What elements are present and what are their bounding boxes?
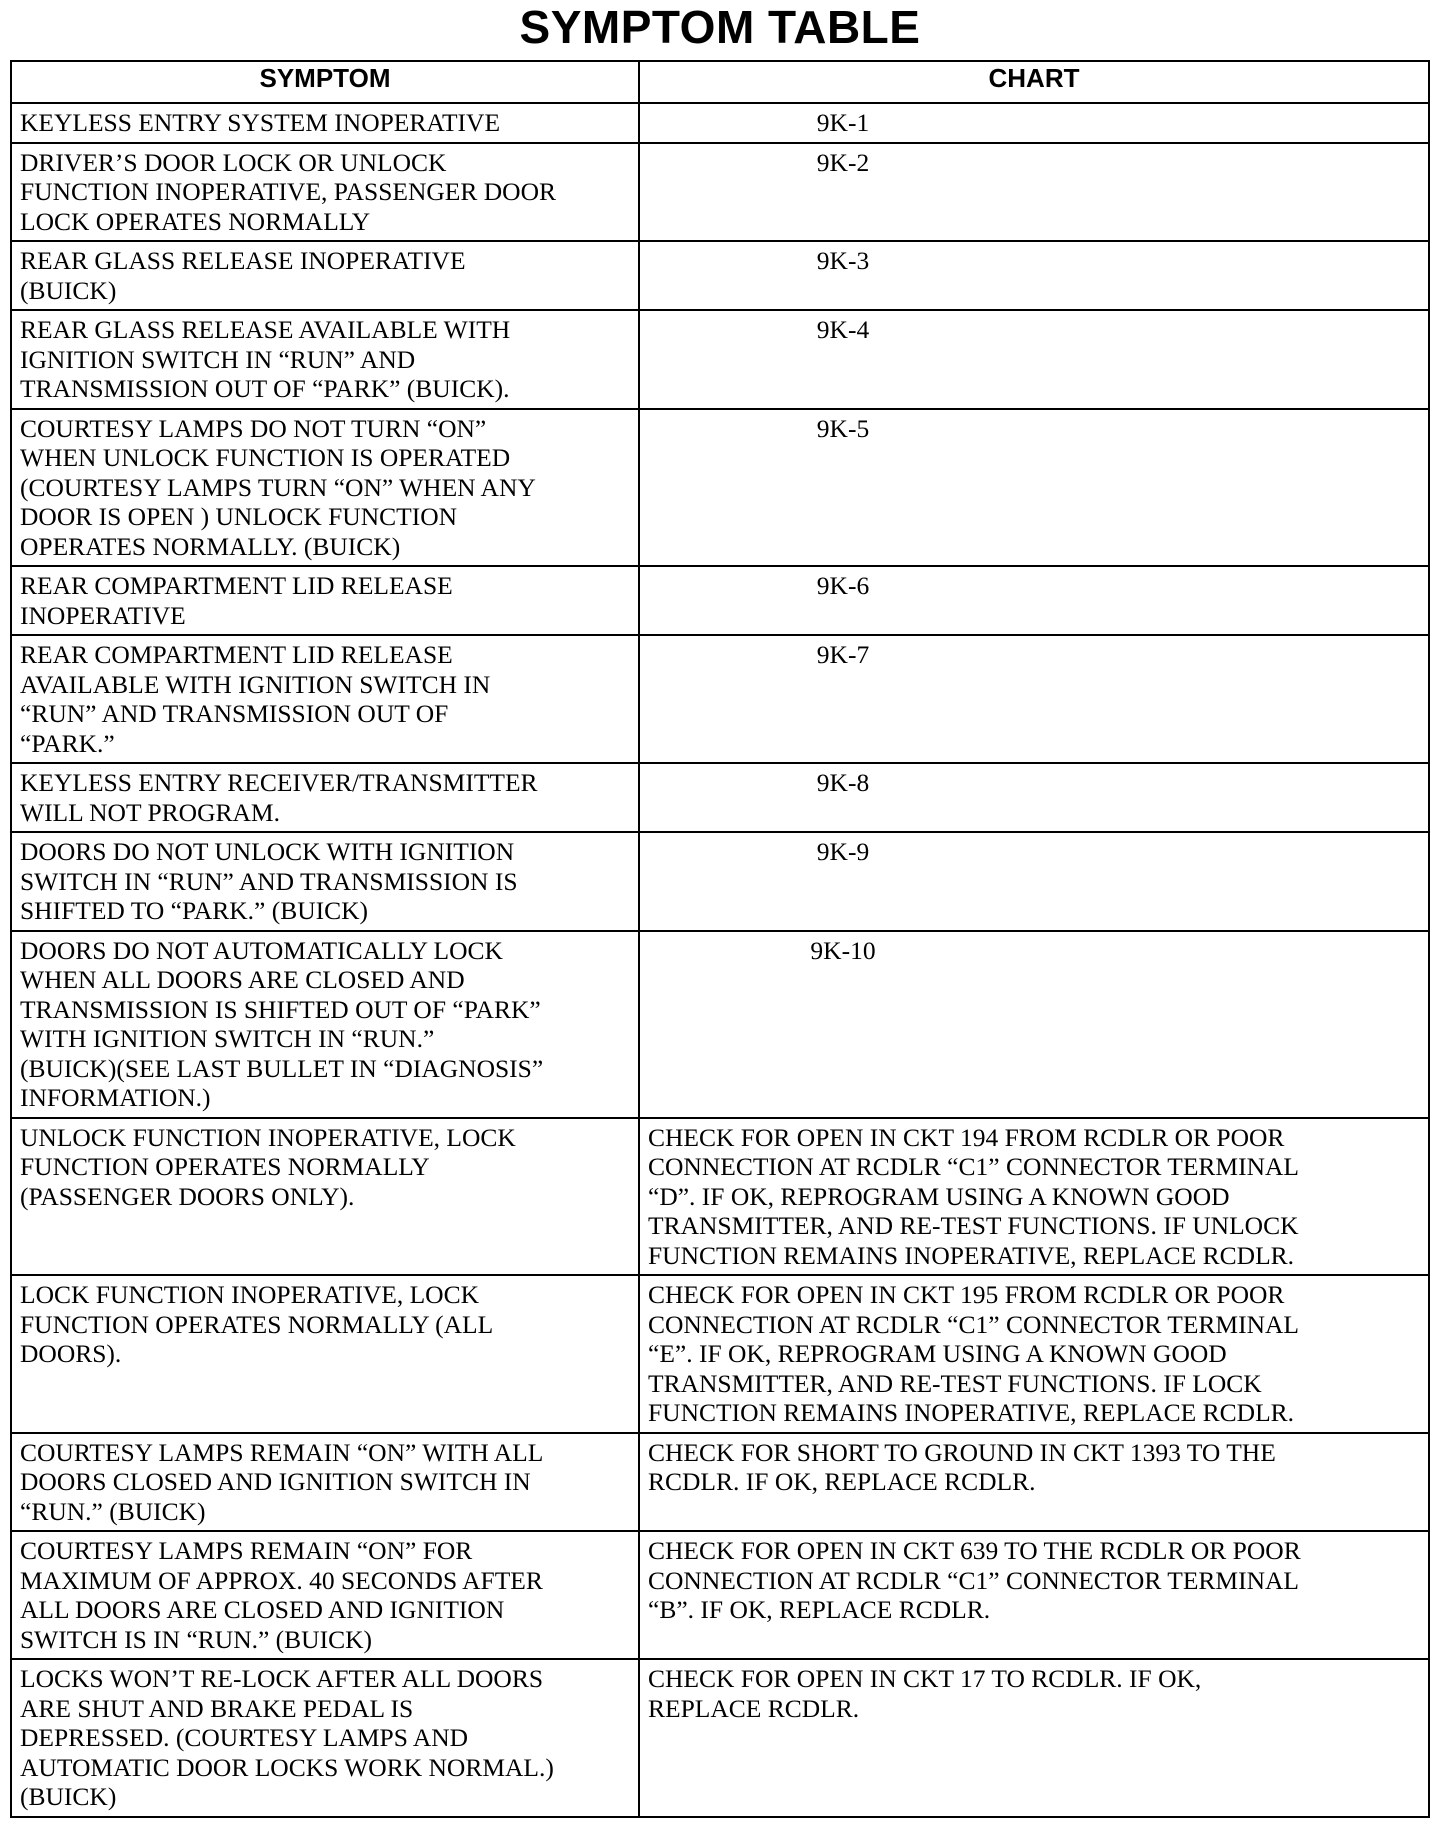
chart-ref-cell: 9K-4 bbox=[816, 315, 870, 344]
symptom-cell: UNLOCK FUNCTION INOPERATIVE, LOCK FUNCTION OPERATES NORMALLY (PASSENGER DOORS ONLY). bbox=[20, 1122, 516, 1211]
table-header-row bbox=[11, 61, 1429, 103]
action-cell: CHECK FOR OPEN IN CKT 639 TO THE RCDLR OR POOR CONNECTION AT RCDLR “C1” CONNECTOR TERMINAL “B”. IF OK, REPLACE RCDLR. bbox=[648, 1536, 1301, 1624]
symptom-cell: DOORS DO NOT AUTOMATICALLY LOCK WHEN ALL DOORS ARE CLOSED AND TRANSMISSION IS SHIFTED OUT OF “PARK” WITH IGNITION SWITCH IN “RUN.” (BUICK)(SEE LAST BULLET IN “DIAGNOSIS” INFORMATION.) bbox=[20, 935, 544, 1112]
table-row bbox=[11, 1275, 1429, 1433]
table-row bbox=[11, 143, 1429, 242]
table-row bbox=[11, 1118, 1429, 1276]
action-cell: CHECK FOR OPEN IN CKT 195 FROM RCDLR OR POOR CONNECTION AT RCDLR “C1” CONNECTOR TERMINAL “E”. IF OK, REPROGRAM USING A KNOWN GOOD TRANSMITTER, AND RE-TEST FUNCTIONS. IF LOCK FUNCTION REMAINS INOPERATIVE, REPLACE RCDLR. bbox=[648, 1280, 1299, 1427]
chart-ref-cell: 9K-8 bbox=[816, 768, 870, 797]
column-header-symptom: SYMPTOM bbox=[11, 61, 639, 103]
symptom-cell: KEYLESS ENTRY RECEIVER/TRANSMITTER WILL NOT PROGRAM. bbox=[20, 768, 538, 827]
table-row bbox=[11, 1531, 1429, 1659]
table-row bbox=[11, 103, 1429, 143]
chart-ref-cell: 9K-7 bbox=[816, 640, 870, 669]
page-title: SYMPTOM TABLE bbox=[519, 1, 921, 53]
symptom-cell: LOCK FUNCTION INOPERATIVE, LOCK FUNCTION OPERATES NORMALLY (ALL DOORS). bbox=[20, 1280, 494, 1368]
symptom-cell: REAR GLASS RELEASE AVAILABLE WITH IGNITION SWITCH IN “RUN” AND TRANSMISSION OUT OF “PARK” (BUICK). bbox=[20, 315, 511, 403]
table-row bbox=[11, 241, 1429, 310]
action-cell: CHECK FOR OPEN IN CKT 17 TO RCDLR. IF OK, REPLACE RCDLR. bbox=[648, 1664, 1202, 1723]
table-row bbox=[11, 635, 1429, 763]
chart-ref-cell: 9K-1 bbox=[816, 108, 870, 137]
column-header-chart: CHART bbox=[639, 61, 1429, 103]
symptom-cell: DOORS DO NOT UNLOCK WITH IGNITION SWITCH IN “RUN” AND TRANSMISSION IS SHIFTED TO “PARK.” (BUICK) bbox=[20, 837, 518, 925]
table-row bbox=[11, 763, 1429, 832]
symptom-cell: REAR GLASS RELEASE INOPERATIVE (BUICK) bbox=[20, 246, 466, 305]
symptom-cell: REAR COMPARTMENT LID RELEASE INOPERATIVE bbox=[20, 571, 453, 630]
symptom-cell: REAR COMPARTMENT LID RELEASE AVAILABLE WITH IGNITION SWITCH IN “RUN” AND TRANSMISSION OUT OF “PARK.” bbox=[20, 640, 491, 758]
symptom-cell: COURTESY LAMPS REMAIN “ON” FOR MAXIMUM OF APPROX. 40 SECONDS AFTER ALL DOORS ARE CLOSED AND IGNITION SWITCH IS IN “RUN.” (BUICK) bbox=[20, 1536, 543, 1654]
symptom-table bbox=[10, 60, 1430, 1818]
table-row bbox=[11, 310, 1429, 409]
table-row bbox=[11, 832, 1429, 931]
chart-ref-cell: 9K-3 bbox=[816, 246, 870, 275]
symptom-cell: COURTESY LAMPS REMAIN “ON” WITH ALL DOORS CLOSED AND IGNITION SWITCH IN “RUN.” (BUICK) bbox=[20, 1437, 544, 1526]
chart-ref-cell: 9K-2 bbox=[816, 147, 870, 177]
chart-ref-cell: 9K-10 bbox=[810, 935, 876, 965]
table-row bbox=[11, 931, 1429, 1118]
symptom-cell: DRIVER’S DOOR LOCK OR UNLOCK FUNCTION INOPERATIVE, PASSENGER DOOR LOCK OPERATES NORMALLY bbox=[20, 147, 557, 236]
symptom-cell: COURTESY LAMPS DO NOT TURN “ON” WHEN UNLOCK FUNCTION IS OPERATED (COURTESY LAMPS TURN “ON” WHEN ANY DOOR IS OPEN ) UNLOCK FUNCTION OPERATES NORMALLY. (BUICK) bbox=[20, 413, 536, 561]
table-row bbox=[11, 1433, 1429, 1532]
action-cell: CHECK FOR SHORT TO GROUND IN CKT 1393 TO THE RCDLR. IF OK, REPLACE RCDLR. bbox=[648, 1437, 1276, 1496]
table-row bbox=[11, 409, 1429, 567]
table-row bbox=[11, 566, 1429, 635]
symptom-cell: LOCKS WON’T RE-LOCK AFTER ALL DOORS ARE SHUT AND BRAKE PEDAL IS DEPRESSED. (COURTESY LAMPS AND AUTOMATIC DOOR LOCKS WORK NORMAL.) (BUICK) bbox=[20, 1664, 554, 1811]
chart-ref-cell: 9K-5 bbox=[816, 413, 870, 443]
action-cell: CHECK FOR OPEN IN CKT 194 FROM RCDLR OR POOR CONNECTION AT RCDLR “C1” CONNECTOR TERMINAL “D”. IF OK, REPROGRAM USING A KNOWN GOOD TRANSMITTER, AND RE-TEST FUNCTIONS. IF UNLOCK FUNCTION REMAINS INOPERATIVE, REPLACE RCDLR. bbox=[648, 1122, 1299, 1270]
chart-ref-cell: 9K-9 bbox=[816, 837, 870, 866]
chart-ref-cell: 9K-6 bbox=[816, 571, 870, 600]
symptom-cell: KEYLESS ENTRY SYSTEM INOPERATIVE bbox=[20, 108, 501, 137]
table-row bbox=[11, 1659, 1429, 1817]
